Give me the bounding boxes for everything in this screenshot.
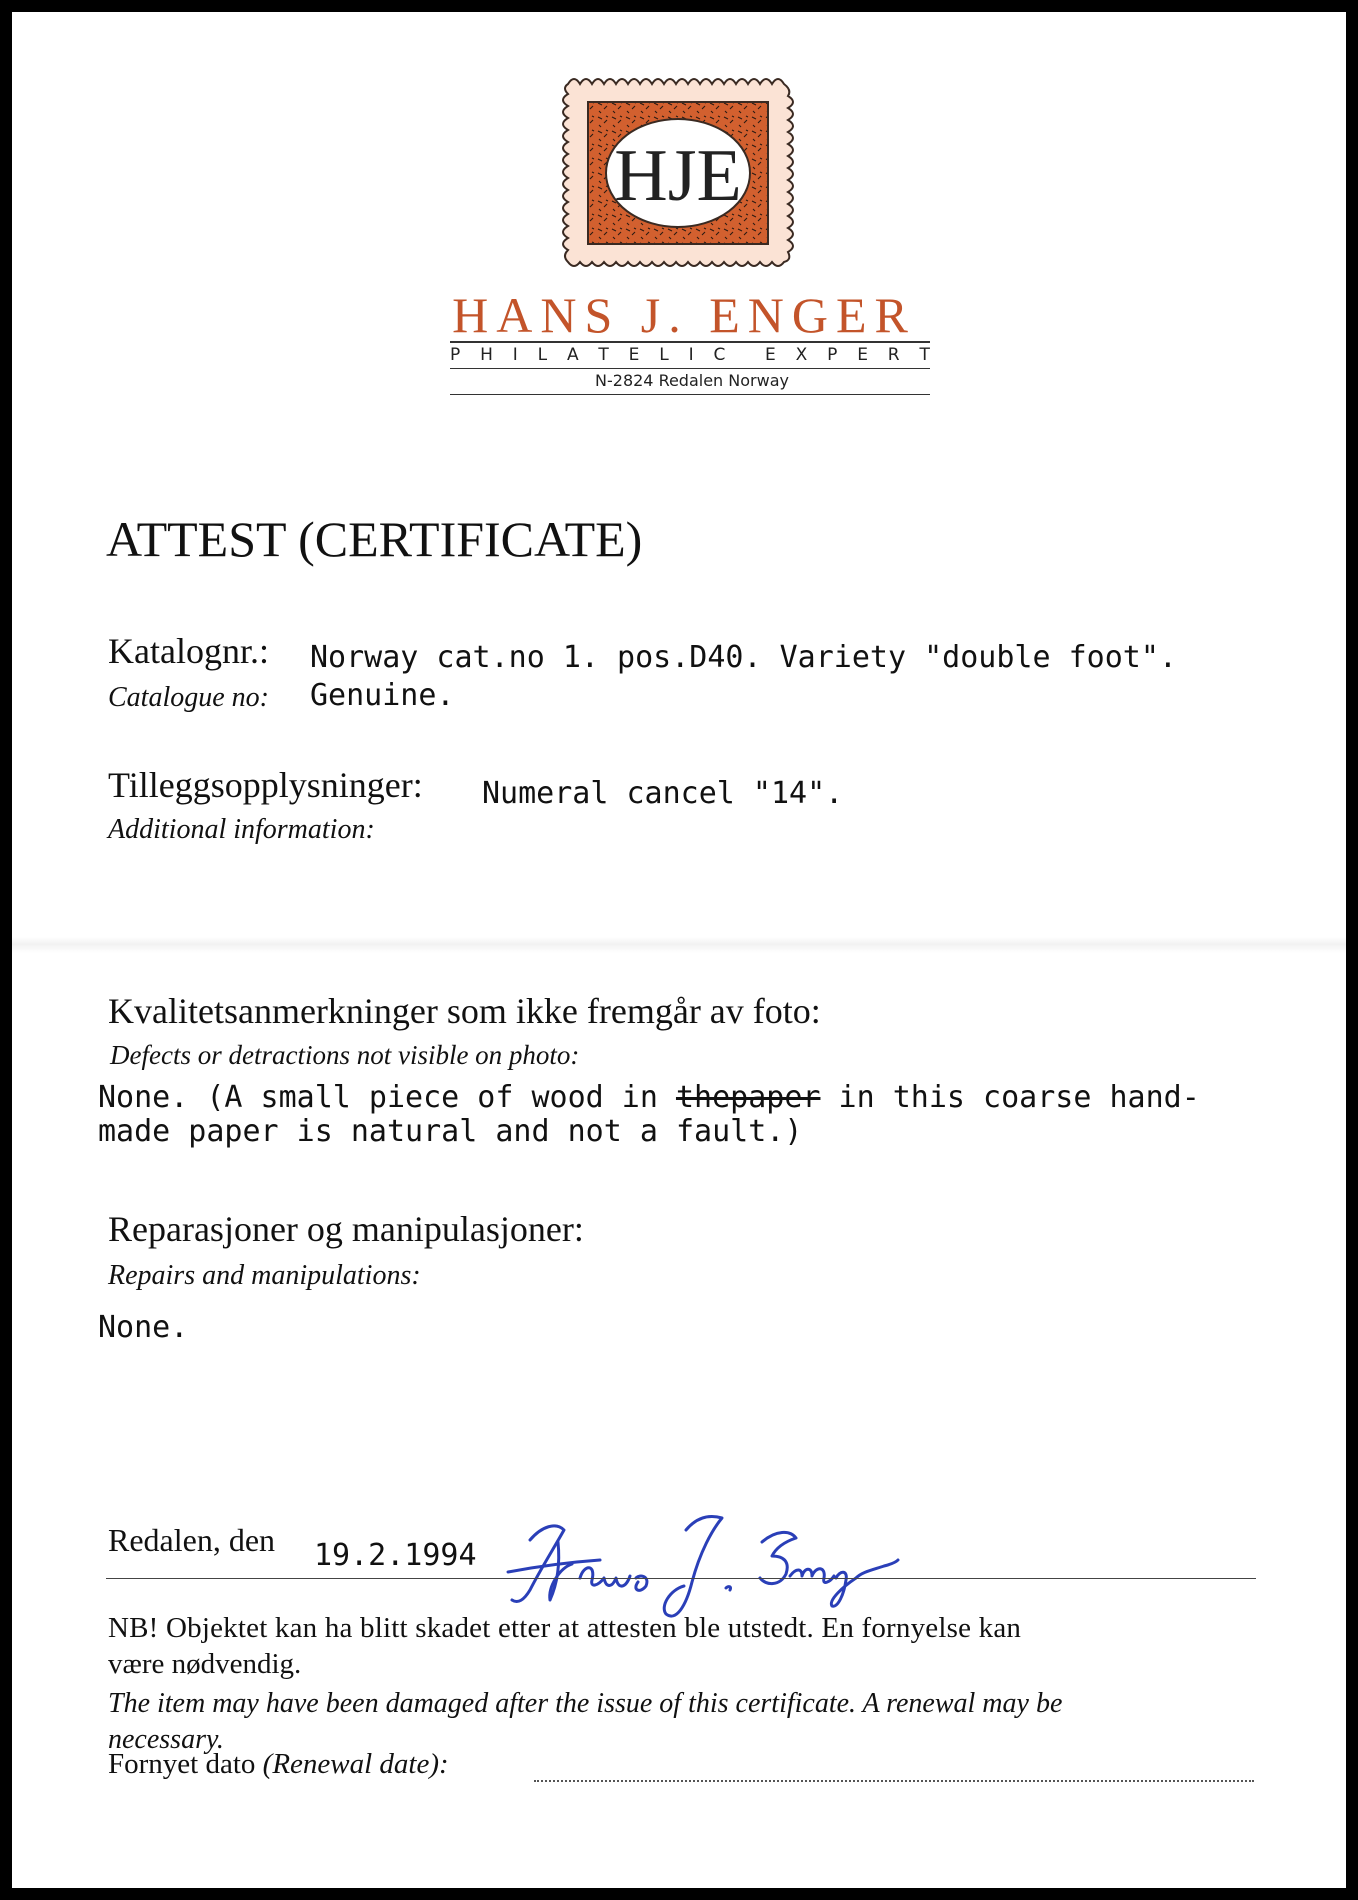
notice-no-line2: være nødvendig. — [108, 1648, 302, 1680]
brand-divider-3 — [450, 394, 930, 395]
brand-subtitle-letter: H — [480, 345, 493, 365]
additional-value: Numeral cancel "14". — [482, 776, 844, 811]
brand-subtitle-letter: R — [887, 345, 900, 365]
repairs-label-en: Repairs and manipulations: — [108, 1260, 421, 1291]
brand-name: HANS J. ENGER — [452, 287, 916, 343]
stamp-logo-icon — [554, 72, 802, 272]
brand-subtitle-letter: T — [919, 345, 930, 365]
renewal-date-line — [534, 1756, 1254, 1782]
brand-subtitle-letter: E — [628, 345, 640, 365]
defects-label-en: Defects or detractions not visible on photo: — [110, 1040, 580, 1070]
paper-fold — [12, 937, 1346, 953]
defects-label: Kvalitetsanmerkninger som ikke fremgår av foto: — [108, 991, 821, 1031]
brand-subtitle-letter: T — [598, 345, 609, 365]
certificate-title: ATTEST (CERTIFICATE) — [106, 511, 643, 567]
brand-subtitle — [450, 345, 930, 365]
brand-subtitle-letter: L — [537, 345, 548, 365]
brand-subtitle-letter: C — [713, 345, 726, 365]
brand-subtitle-letter: P — [450, 345, 461, 365]
defects-value-2: made paper is natural and not a fault.) — [98, 1114, 803, 1149]
catalogue-value: Norway cat.no 1. pos.D40. Variety "double foot". — [310, 640, 1177, 675]
certificate-sheet — [12, 12, 1346, 1888]
notice-en-line1: The item may have been damaged after the issue of this certificate. A renewal may be — [108, 1688, 1063, 1719]
brand-divider — [450, 341, 930, 343]
signing-place: Redalen, den — [108, 1522, 276, 1558]
notice-en-line2: necessary. — [108, 1724, 224, 1755]
logo-monogram: HJE — [614, 135, 742, 217]
signature-name: Hans J. Enger — [500, 1482, 506, 1483]
handwritten-signature — [500, 1482, 900, 1632]
brand-subtitle-letter: I — [688, 345, 694, 365]
brand-subtitle-letter: X — [795, 345, 808, 365]
repairs-label: Reparasjoner og manipulasjoner: — [108, 1209, 584, 1249]
brand-subtitle-letter: L — [659, 345, 669, 365]
brand-subtitle-letter: E — [857, 345, 868, 365]
notice-no-line1: NB! Objektet kan ha blitt skadet etter at attesten ble utstedt. En fornyelse kan — [108, 1612, 1022, 1644]
signing-date: 19.2.1994 — [314, 1538, 477, 1573]
renewal-label: Fornyet dato (Renewal date): — [108, 1748, 449, 1780]
notice-rule — [106, 1578, 1256, 1579]
brand-divider-2 — [450, 368, 930, 369]
catalogue-label: Katalognr.: — [108, 631, 269, 671]
brand-subtitle-letter: P — [827, 345, 838, 365]
catalogue-value-2: Genuine. — [310, 678, 455, 713]
catalogue-label-en: Catalogue no: — [108, 682, 269, 713]
brand-subtitle-letter: A — [566, 345, 579, 365]
brand-subtitle-letter: I — [512, 345, 518, 365]
additional-label-en: Additional information: — [108, 814, 375, 845]
defects-value: None. (A small piece of wood in thepaper in this coarse hand- — [98, 1080, 1200, 1115]
brand-address: N-2824 Redalen Norway — [595, 371, 789, 390]
additional-label: Tilleggsopplysninger: — [108, 765, 423, 805]
repairs-value: None. — [98, 1310, 189, 1345]
brand-subtitle-letter: E — [765, 345, 776, 365]
struck-text: thepaper — [675, 1080, 821, 1115]
